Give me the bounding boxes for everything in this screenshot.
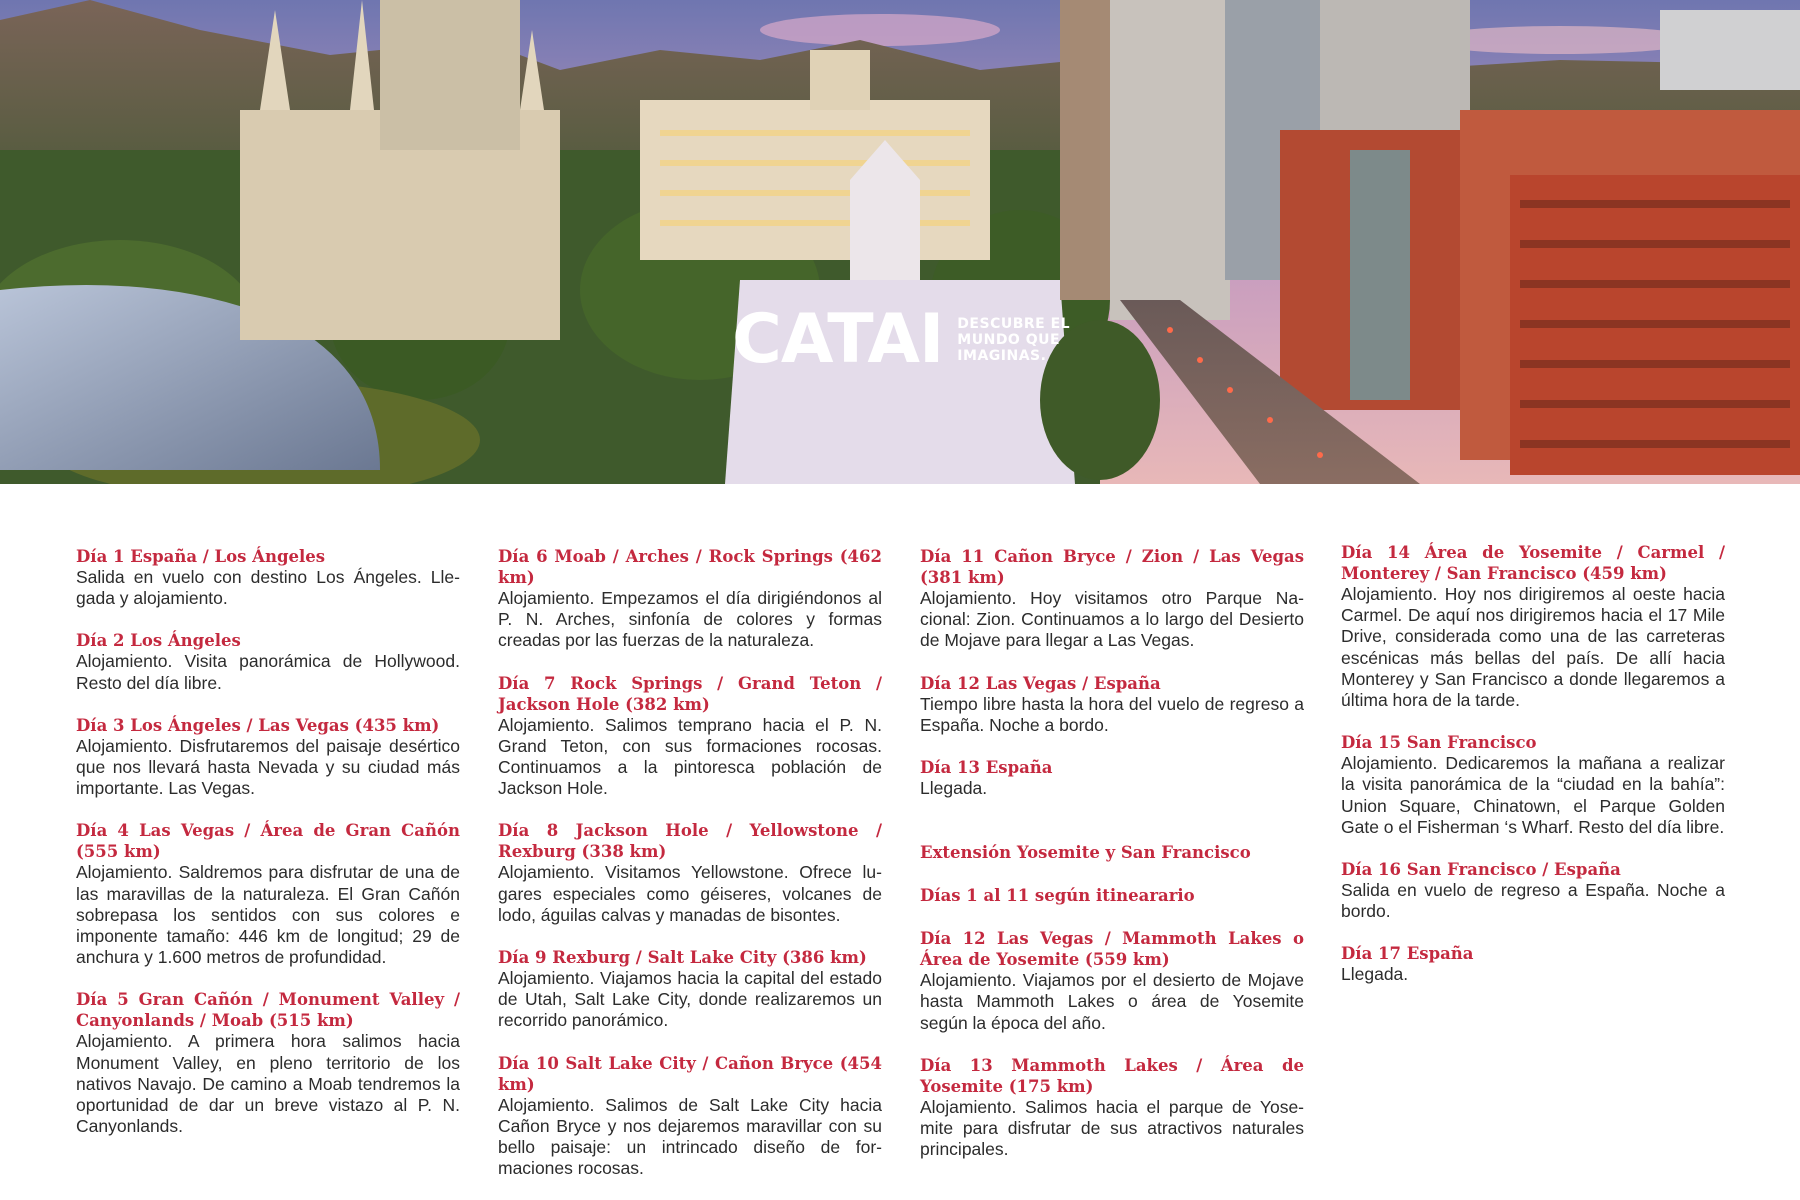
day-title: Día 2 Los Ángeles [76,631,241,651]
day-title: Día 12 Las Vegas / España [920,673,1161,693]
day-description: Alojamiento. A primera hora salimos hacia Monument Valley, en pleno territorio de los nativos Navajo. De camino a Moab tendremos la oportunidad de dar un breve vistazo al P. N. Canyonlands. [76,1031,460,1137]
itinerary-day [76,820,460,968]
day-description: Llegada. [1341,964,1409,985]
itinerary-column-1 [76,546,460,1158]
itinerary-day [498,673,882,800]
itinerary-column-2 [498,546,882,1200]
day-title: Día 1 España / Los Ángeles [76,547,326,566]
tagline-line: MUNDO QUE [957,332,1061,348]
day-description: Alojamiento. Empezamos el día dirigiéndonos al P. N. Arches, sinfonía de colores y formas creadas por las fuerzas de la naturaleza. [498,588,882,651]
day-description: Salida en vuelo de regreso a España. Noche a bordo. [1341,880,1725,922]
day-description: Alojamiento. Salimos temprano hacia el P. N. Grand Teton, con sus formaciones rocosas. Continuamos a la pintoresca población de Jackson Hole. [498,714,882,799]
day-title: Día 14 Área de Yosemite / Carmel / Monterey / San Francisco (459 km) [1341,543,1725,583]
day-title: Día 10 Salt Lake City / Cañon Bryce (454 km) [498,1053,882,1094]
itinerary-day [76,630,460,693]
itinerary-day [76,546,460,609]
itinerary-day [1341,943,1725,985]
itinerary-day [498,947,882,1032]
day-title: Día 3 Los Ángeles / Las Vegas (435 km) [76,715,440,735]
spacer [920,820,1304,842]
day-title: Día 6 Moab / Arches / Rock Springs (462 km) [498,547,882,587]
day-description: Llegada. [920,778,988,799]
tagline-line: IMAGINAS. [957,348,1047,364]
extension-subtitle: Días 1 al 11 según itinearario [920,886,1195,906]
itinerary-day [920,546,1304,652]
hero-photo [0,0,1800,484]
day-title: Día 5 Gran Cañón / Monument Valley / Canyonlands / Moab (515 km) [76,990,460,1031]
itinerary-day [920,673,1304,736]
day-title: Día 17 España [1341,944,1474,964]
day-title: Día 11 Cañon Bryce / Zion / Las Vegas (381 km) [920,547,1304,587]
itinerary-day [1341,732,1725,838]
itinerary-day [498,1053,882,1180]
day-description: Alojamiento. Visita panorámica de Hollywood. Resto del día libre. [76,651,460,693]
day-description: Alojamiento. Hoy nos dirigiremos al oeste hacia Carmel. De aquí nos dirigiremos hacia el 17 Mile Drive, considerada como una de las carreteras escénicas más bellas del país. De allí hacia Monterey y San Francisco a donde llegaremos a última hora de la tarde. [1341,584,1725,711]
catai-logo [732,300,1071,379]
day-description: Alojamiento. Viajamos hacia la capital del estado de Utah, Salt Lake City, donde realizaremos un recorrido panorámico. [498,968,882,1031]
logo-wordmark: CATAI [732,300,944,379]
day-description: Alojamiento. Hoy visitamos otro Parque Nacional: Zion. Continuamos a lo largo del Desierto de Mojave para llegar a Las Vegas. [920,588,1304,651]
salt-lake-city-skyline-illustration [0,0,1800,484]
extension-title: Extensión Yosemite y San Francisco [920,843,1251,863]
tagline-line: DESCUBRE EL [957,316,1071,332]
day-title: Día 13 España [920,758,1053,778]
day-description: Alojamiento. Salimos hacia el parque de Yosemite para disfrutar de sus atractivos naturales principales. [920,1096,1304,1160]
itinerary-day [1341,542,1725,711]
day-description: Tiempo libre hasta la hora del vuelo de regreso a España. Noche a bordo. [920,693,1304,735]
itinerary-day [920,1055,1304,1161]
day-title: Día 4 Las Vegas / Área de Gran Cañón (555 km) [76,821,460,862]
itinerary-day [498,546,882,652]
itinerary-day [920,757,1304,799]
itinerary-day [76,989,460,1137]
itinerary-column-3 [920,546,1304,1181]
day-title: Día 8 Jackson Hole / Yellowstone / Rexburg (338 km) [498,821,882,862]
day-description: Alojamiento. Saldremos para disfrutar de una de las maravillas de la naturaleza. El Gran Cañón sobrepasa los sentidos con sus colores e imponente tamaño: 446 km de longitud; 29 de anchura y 1.600 metros de profundidad. [76,862,460,968]
itinerary-day [76,715,460,800]
day-description: Alojamiento. Salimos de Salt Lake City hacia Cañon Bryce y nos dejaremos maravillar con su bello paisaje: un intrincado diseño de formaciones rocosas. [498,1094,882,1179]
day-title: Día 13 Mammoth Lakes / Área de Yosemite (175 km) [920,1055,1304,1096]
day-title: Día 12 Las Vegas / Mammoth Lakes o Área de Yosemite (559 km) [920,929,1304,970]
day-title: Día 16 San Francisco / España [1341,860,1621,880]
day-description: Alojamiento. Disfrutaremos del paisaje desértico que nos llevará hasta Nevada y su ciudad más importante. Las Vegas. [76,735,460,799]
day-description: Alojamiento. Viajamos por el desierto de Mojave hasta Mammoth Lakes o área de Yosemite según la época del año. [920,970,1304,1033]
day-description: Alojamiento. Visitamos Yellowstone. Ofrece lugares especiales como géiseres, volcanes de lodo, águilas calvas y manadas de bisontes. [498,862,882,925]
itinerary-column-4 [1341,542,1725,1007]
day-title: Día 9 Rexburg / Salt Lake City (386 km) [498,948,867,968]
itinerary-day [1341,859,1725,922]
day-title: Día 7 Rock Springs / Grand Teton / Jackson Hole (382 km) [498,673,882,714]
day-description: Alojamiento. Dedicaremos la mañana a realizar la visita panorámica de la “ciudad en la bahía”: Union Square, Chinatown, el Parque Golden Gate o el Fisherman ‘s Wharf. Resto del día libre. [1341,753,1725,837]
logo-tagline [957,316,1070,364]
day-description: Salida en vuelo con destino Los Ángeles. Llegada y alojamiento. [76,567,460,609]
itinerary-day [920,928,1304,1034]
itinerary-day [498,820,882,926]
day-title: Día 15 San Francisco [1341,733,1537,753]
